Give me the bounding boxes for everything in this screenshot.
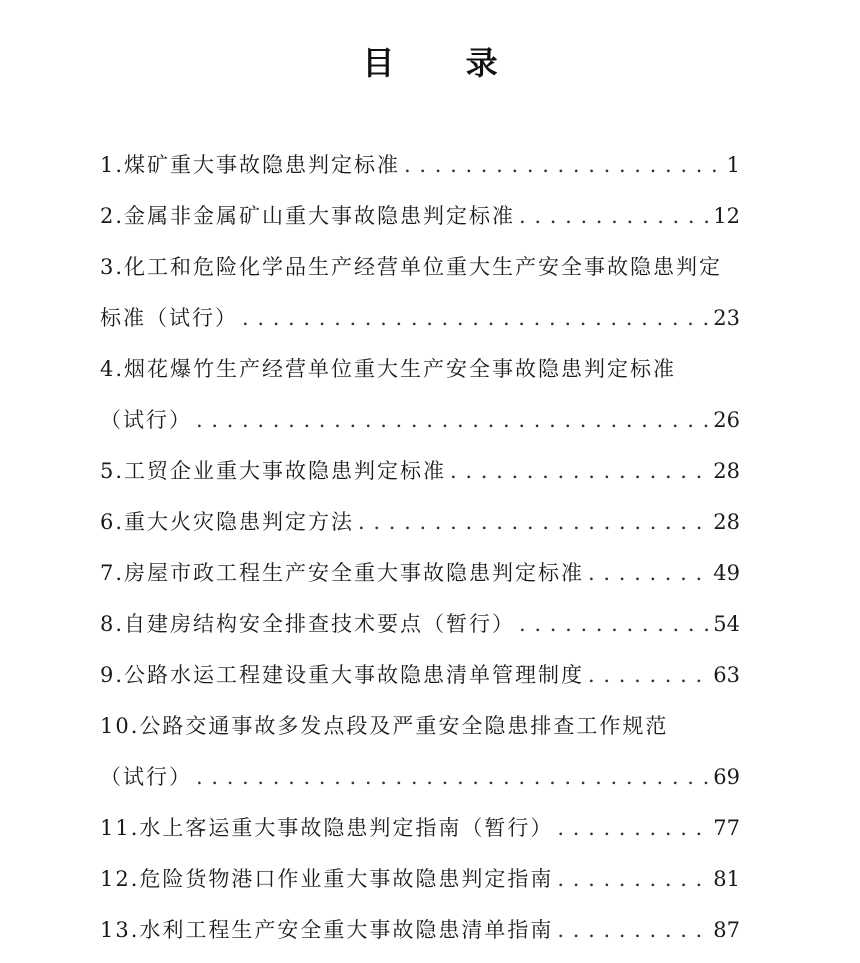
dot-leader [553, 905, 713, 956]
dot-leader [553, 854, 713, 905]
toc-page-number: 87 [713, 918, 740, 942]
toc-number: 13. [100, 918, 140, 942]
toc-text: 水上客运重大事故隐患判定指南（暂行） [139, 816, 554, 840]
toc-entry[interactable] [100, 650, 740, 701]
toc-page-number: 81 [713, 867, 740, 891]
dot-leader [238, 293, 713, 344]
toc-number: 7. [100, 561, 125, 585]
toc-number: 2. [100, 204, 125, 228]
toc-entry[interactable] [100, 701, 740, 803]
toc-text: 自建房结构安全排查技术要点（暂行） [124, 612, 516, 636]
dot-leader [446, 446, 713, 497]
toc-text: 公路交通事故多发点段及严重安全隐患排查工作规范 [139, 714, 669, 738]
dot-leader [584, 650, 713, 701]
toc-number: 11. [100, 816, 140, 840]
toc-text: 公路水运工程建设重大事故隐患清单管理制度 [124, 663, 585, 687]
toc-text: 烟花爆竹生产经营单位重大生产安全事故隐患判定标准 [124, 357, 677, 381]
dot-leader [192, 395, 713, 446]
toc-page-number: 26 [713, 408, 740, 432]
toc-text-continuation: 标准（试行） [100, 306, 238, 330]
toc-page-number: 23 [713, 306, 740, 330]
table-of-contents [100, 140, 740, 956]
toc-entry[interactable] [100, 905, 740, 956]
toc-entry[interactable] [100, 548, 740, 599]
toc-text: 金属非金属矿山重大事故隐患判定标准 [124, 204, 516, 228]
page-title: 目 录 [362, 44, 528, 82]
toc-text: 化工和危险化学品生产经营单位重大生产安全事故隐患判定 [124, 255, 723, 279]
toc-entry[interactable] [100, 344, 740, 446]
dot-leader [400, 140, 727, 191]
toc-text: 煤矿重大事故隐患判定标准 [124, 153, 401, 177]
toc-number: 12. [100, 867, 140, 891]
toc-number: 8. [100, 612, 125, 636]
toc-number: 5. [100, 459, 125, 483]
dot-leader [354, 497, 713, 548]
dot-leader [515, 599, 713, 650]
toc-entry[interactable] [100, 446, 740, 497]
toc-text-continuation: （试行） [100, 408, 192, 432]
toc-number: 10. [100, 714, 140, 738]
toc-entry[interactable] [100, 803, 740, 854]
toc-text: 危险货物港口作业重大事故隐患判定指南 [139, 867, 554, 891]
toc-page-number: 49 [713, 561, 740, 585]
toc-number: 4. [100, 357, 125, 381]
dot-leader [584, 548, 713, 599]
toc-entry[interactable] [100, 191, 740, 242]
toc-page-number: 28 [713, 459, 740, 483]
toc-page-number: 63 [713, 663, 740, 687]
toc-entry[interactable] [100, 242, 740, 344]
toc-entry[interactable] [100, 140, 740, 191]
toc-page-number: 54 [713, 612, 740, 636]
toc-text: 重大火灾隐患判定方法 [124, 510, 355, 534]
toc-number: 3. [100, 255, 125, 279]
dot-leader [192, 752, 713, 803]
toc-text: 工贸企业重大事故隐患判定标准 [124, 459, 447, 483]
toc-page-number: 12 [713, 204, 740, 228]
toc-text: 水利工程生产安全重大事故隐患清单指南 [139, 918, 554, 942]
dot-leader [553, 803, 713, 854]
toc-page-number: 28 [713, 510, 740, 534]
toc-text: 房屋市政工程生产安全重大事故隐患判定标准 [124, 561, 585, 585]
toc-page-number: 77 [713, 816, 740, 840]
toc-number: 6. [100, 510, 125, 534]
toc-entry[interactable] [100, 599, 740, 650]
toc-number: 1. [100, 153, 125, 177]
toc-entry[interactable] [100, 497, 740, 548]
toc-page-number: 69 [713, 765, 740, 789]
toc-page-number: 1 [726, 153, 740, 177]
toc-text-continuation: （试行） [100, 765, 192, 789]
dot-leader [515, 191, 713, 242]
toc-number: 9. [100, 663, 125, 687]
toc-entry[interactable] [100, 854, 740, 905]
